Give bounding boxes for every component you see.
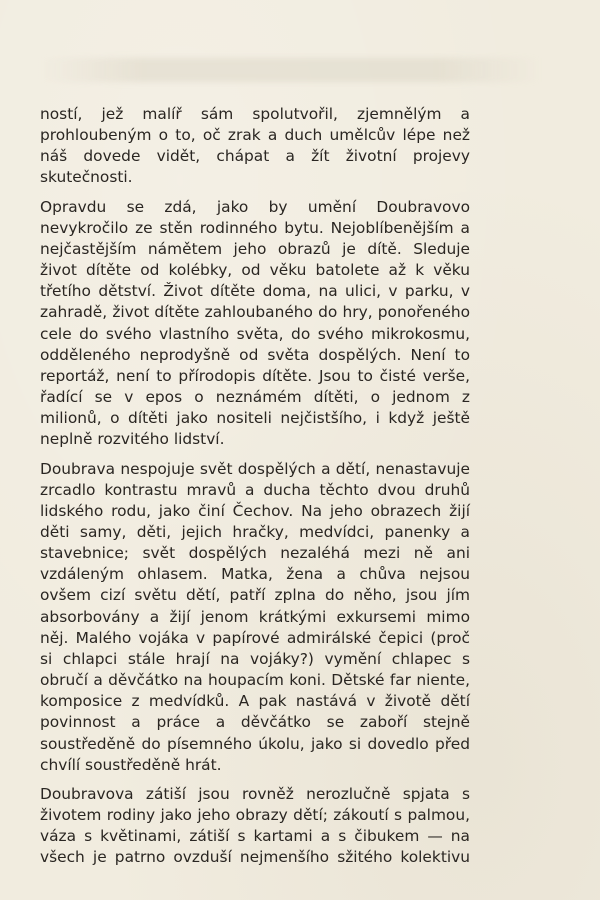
- body-text: [40, 104, 470, 876]
- paragraph-1: ností, jež malíř sám spolutvořil, zjemnělým a prohloubeným o to, oč zrak a duch umělcův lépe než náš dovede vidět, chápat a žít životní projevy skutečnosti.: [40, 105, 470, 187]
- paragraph-3: Doubrava nespojuje svět dospělých a dětí, nenastavuje zrcadlo kontrastu mravů a ducha těchto dvou druhů lidského rodu, jako činí Čechov. Na jeho obrazech žijí děti samy, děti, jejich hračky, medvídci, panenky a stavebnice; svět dospělých nezaléhá mezi ně ani vzdáleným ohlasem. Matka, žena a chůva nejsou ovšem cizí světu dětí, patří zplna do něho, jsou jím absorbovány a žijí jenom krátkými exkursemi mimo něj. Malého vojáka v papírové admirálské čepici (proč si chlapci stále hrají na vojáky?) vymění chlapec s obručí a děvčátko na houpacím koni. Dětské far niente, komposice z medvídků. A pak nastává v životě dětí povinnost a práce a děvčátko se zaboří stejně soustředěně do písemného úkolu, jako si dovedlo před chvílí soustředěně hrát.: [40, 459, 470, 774]
- paragraph-4: Doubravova zátiší jsou rovněž nerozlučně spjata s životem rodiny jako jeho obrazy dětí; zákoutí s palmou, váza s květinami, zátiší s kartami a s čibukem — na všech je patrno ovzduší nejmenšího sžitého kolektivu: [40, 784, 470, 867]
- paragraph-2: Opravdu se zdá, jako by umění Doubravovo nevykročilo ze stěn rodinného bytu. Nejoblíbenějším a nejčastějším námětem jeho obrazů je dítě. Sleduje život dítěte od kolébky, od věku batolete až k věku třetího dětství. Život dítěte doma, na ulici, v parku, v zahradě, život dítěte zahloubaného do hry, ponořeného cele do svého vlastního světa, do svého mikrokosmu, odděleného neprodyšně od světa dospělých. Není to reportáž, není to přírodopis dítěte. Jsou to čisté verše, řadící se v epos o neznámém dítěti, o jednom z milionů, o dítěti jako nositeli nejčistšího, i když ještě neplně rozvitého lidství.: [40, 197, 470, 449]
- show-through-text: [40, 58, 540, 82]
